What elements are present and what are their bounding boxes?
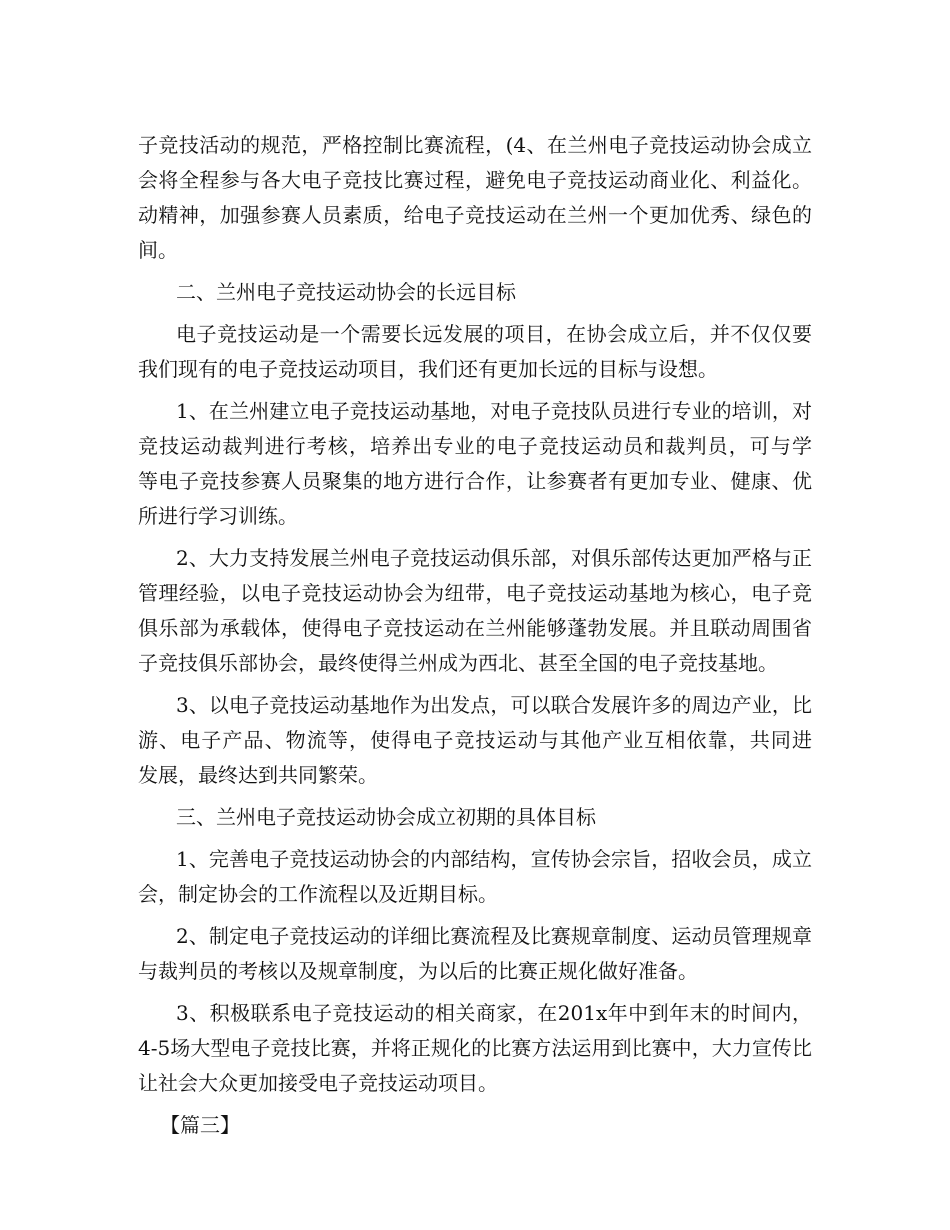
text-line: 我们现有的电子竞技运动项目，我们还有更加长远的目标与设想。 xyxy=(138,357,718,381)
text-line: 让社会大众更加接受电子竞技运动项目。 xyxy=(138,1071,498,1095)
text-line: 俱乐部为承载体，使得电子竞技运动在兰州能够蓬勃发展。并且联动周围省 xyxy=(138,616,812,640)
text-line: 会将全程参与各大电子竞技比赛过程，避免电子竞技运动商业化、利益化。 xyxy=(138,168,812,192)
paragraph xyxy=(138,128,812,268)
text-line: 等电子竞技参赛人员聚集的地方进行合作，让参赛者有更加专业、健康、优 xyxy=(138,469,812,493)
paragraph xyxy=(138,541,812,681)
text-line: 二、兰州电子竞技运动协会的长远目标 xyxy=(176,280,516,304)
text-line: 游、电子产品、物流等，使得电子竞技运动与其他产业互相依靠，共同进 xyxy=(138,728,812,752)
paragraph xyxy=(138,842,812,912)
text-line: 间。 xyxy=(138,238,178,262)
text-line: 竞技运动裁判进行考核，培养出专业的电子竞技运动员和裁判员，可与学 xyxy=(138,434,812,458)
text-line: 与裁判员的考核以及规章制度，为以后的比赛正规化做好准备。 xyxy=(138,959,698,983)
section-heading xyxy=(138,275,812,310)
paragraph xyxy=(138,688,812,793)
paragraph xyxy=(138,919,812,989)
text-line: 三、兰州电子竞技运动协会成立初期的具体目标 xyxy=(176,805,596,829)
text-line: 3、以电子竞技运动基地作为出发点，可以联合发展许多的周边产业，比 xyxy=(176,693,812,717)
document-page xyxy=(138,128,812,1150)
text-line: 发展，最终达到共同繁荣。 xyxy=(138,763,378,787)
text-line: 1、在兰州建立电子竞技运动基地，对电子竞技队员进行专业的培训，对 xyxy=(176,399,812,423)
text-line: 会，制定协会的工作流程以及近期目标。 xyxy=(138,882,498,906)
text-line: 子竞技俱乐部协会，最终使得兰州成为西北、甚至全国的电子竞技基地。 xyxy=(138,651,778,675)
paragraph xyxy=(138,394,812,534)
paragraph xyxy=(138,996,812,1101)
section-heading xyxy=(138,800,812,835)
text-line: 2、大力支持发展兰州电子竞技运动俱乐部，对俱乐部传达更加严格与正 xyxy=(176,546,812,570)
text-line: 3、积极联系电子竞技运动的相关商家，在201x年中到年末的时间内， xyxy=(176,1001,812,1025)
text-line: 1、完善电子竞技运动协会的内部结构，宣传协会宗旨，招收会员，成立 xyxy=(176,847,812,871)
paragraph xyxy=(138,317,812,387)
text-line: 动精神，加强参赛人员素质，给电子竞技运动在兰州一个更加优秀、绿色的 xyxy=(138,203,812,227)
text-line: 所进行学习训练。 xyxy=(138,504,298,528)
text-line: 4-5场大型电子竞技比赛，并将正规化的比赛方法运用到比赛中，大力宣传比 xyxy=(138,1036,812,1060)
text-line: 电子竞技运动是一个需要长远发展的项目，在协会成立后，并不仅仅要 xyxy=(176,322,812,346)
text-line: 2、制定电子竞技运动的详细比赛流程及比赛规章制度、运动员管理规章 xyxy=(176,924,812,948)
text-line: 管理经验，以电子竞技运动协会为纽带，电子竞技运动基地为核心，电子竞 xyxy=(138,581,812,605)
text-line: 子竞技活动的规范，严格控制比赛流程，(4、在兰州电子竞技运动协会成立 xyxy=(138,133,812,157)
part-title xyxy=(138,1108,812,1143)
text-line: 【篇三】 xyxy=(160,1113,240,1137)
